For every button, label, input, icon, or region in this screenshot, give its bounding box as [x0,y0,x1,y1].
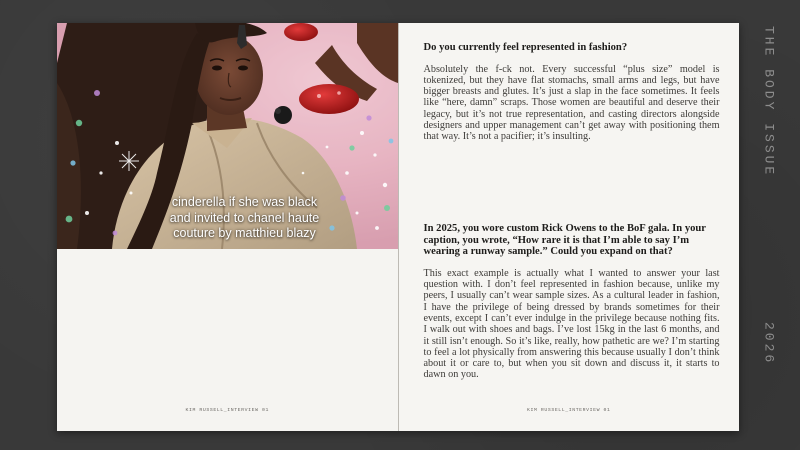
answer-1: Absolutely the f-ck not. Every successful “plus size” model is tokenized, but they have flat stomachs, small arms and legs, but have bigger breasts and glutes. It’s just a slap in the face sometimes. It feels like “here, damn” scraps. Those women are beautiful and deserve their legacy, but it’s not true representation, and casting directors alongside designers and upper management can’t get away with positioning them that way. It’s not a pacifier; it’s insulting. [423,63,720,143]
photo-caption [57,195,398,242]
magazine-spread [57,23,739,431]
left-page [57,23,399,431]
caption-line-2: and invited to chanel haute [169,210,320,225]
right-page-folio: KIM RUSSELL_INTERVIEW 01 [527,408,611,413]
qa-block-1 [424,42,720,143]
answer-2: This exact example is actually what I wanted to answer your last question with. I don’t feel represented in fashion because, unlike my peers, I usually can’t wear sample sizes. As a cultural leader in fashion, I have the privilege of being dressed by brands sometimes for their events, except I can’t ever indulge in the privilege because nothing fits. I walk out with shoes and bags. I’ve lost 15kg in the last 6 months, and it still isn’t enough. So it’s like, really, how pathetic are we? I’m starting to feel a lot physically from answering this because usually I don’t think about it or care to, but when you sit down and discuss it, it starts to dawn on you. [423,267,720,381]
question-2: In 2025, you wore custom Rick Owens to the BoF gala. In your caption, you wrote, “How rare it is that I’m able to say I’m wearing a runway sample.” Could you expand on that? [423,223,706,258]
issue-year: 2026 [761,322,777,366]
issue-title: THE BODY ISSUE [761,26,777,178]
portrait-photo [57,23,398,249]
caption-line-3: couture by matthieu blazy [173,226,316,240]
qa-block-2 [424,223,720,381]
right-page [399,23,740,431]
question-1: Do you currently feel represented in fashion? [423,42,628,53]
left-page-folio: KIM RUSSELL_INTERVIEW 01 [185,408,269,413]
caption-line-1: cinderella if she was black [171,195,318,209]
